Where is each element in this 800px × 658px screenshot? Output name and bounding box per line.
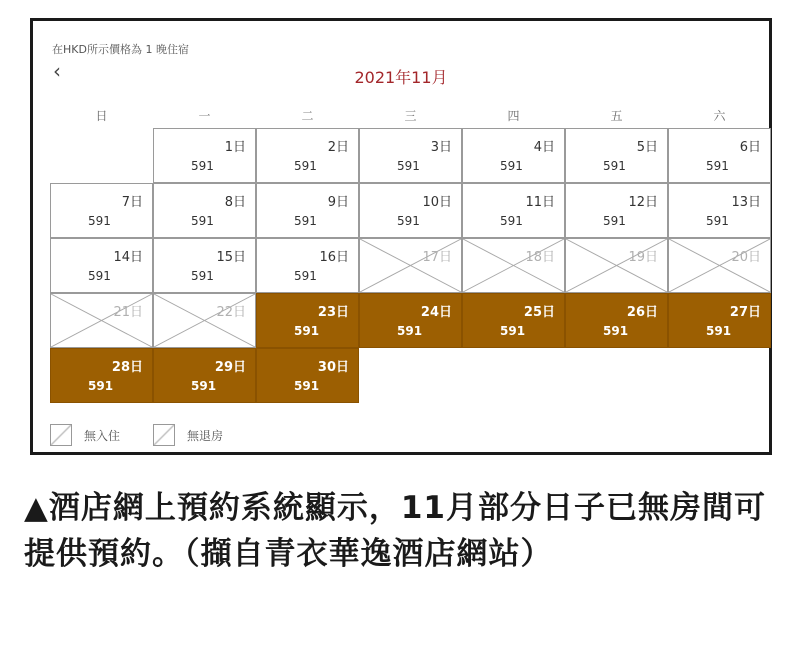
day-price: 591 — [706, 159, 729, 173]
weekday-label: 三 — [404, 109, 417, 123]
day-number: 19日 — [628, 250, 658, 265]
day-number: 16日 — [319, 250, 349, 265]
day-price: 591 — [500, 159, 523, 173]
day-number: 20日 — [731, 250, 761, 265]
day-price: 591 — [191, 159, 214, 173]
day-number: 8日 — [224, 195, 246, 210]
calendar-day-cell[interactable] — [668, 293, 771, 348]
calendar-day-cell[interactable] — [50, 183, 153, 238]
month-title: 2021年11月 — [354, 68, 448, 87]
day-price: 591 — [88, 269, 111, 283]
weekday-label: 五 — [610, 109, 623, 123]
weekday-label: 六 — [713, 109, 726, 123]
calendar-day-cell — [153, 293, 256, 348]
day-number: 30日 — [317, 360, 349, 375]
calendar-day-cell — [50, 293, 153, 348]
day-number: 9日 — [327, 195, 349, 210]
weekday-label: 四 — [507, 109, 520, 123]
day-price: 591 — [88, 214, 111, 228]
day-number: 7日 — [121, 195, 143, 210]
calendar-day-cell[interactable] — [256, 238, 359, 293]
day-number: 2日 — [327, 140, 349, 155]
day-price: 591 — [603, 324, 629, 338]
day-number: 10日 — [422, 195, 452, 210]
day-price: 591 — [706, 324, 732, 338]
calendar-day-cell — [565, 238, 668, 293]
calendar-day-cell[interactable] — [256, 293, 359, 348]
day-price: 591 — [500, 324, 526, 338]
day-number: 23日 — [317, 305, 349, 320]
day-number: 29日 — [214, 360, 246, 375]
day-price: 591 — [706, 214, 729, 228]
day-number: 6日 — [739, 140, 761, 155]
calendar-day-cell[interactable] — [50, 238, 153, 293]
chevron-left-icon[interactable]: ‹ — [53, 59, 61, 83]
calendar-day-cell[interactable] — [153, 238, 256, 293]
day-price: 591 — [603, 214, 626, 228]
calendar-day-cell[interactable] — [668, 183, 771, 238]
day-number: 4日 — [533, 140, 555, 155]
calendar-day-cell[interactable] — [153, 128, 256, 183]
calendar-day-cell[interactable] — [668, 128, 771, 183]
calendar-day-cell[interactable] — [565, 293, 668, 348]
day-number: 28日 — [111, 360, 143, 375]
day-number: 14日 — [113, 250, 143, 265]
day-number: 17日 — [422, 250, 452, 265]
day-number: 15日 — [216, 250, 246, 265]
legend-swatch-icon — [153, 424, 175, 446]
day-price: 591 — [294, 214, 317, 228]
price-note: 在HKD所示價格為 1 晚住宿 — [52, 43, 189, 56]
day-price: 591 — [397, 214, 420, 228]
weekday-label: 日 — [95, 109, 108, 123]
day-number: 11日 — [525, 195, 555, 210]
calendar-day-cell[interactable] — [359, 183, 462, 238]
day-price: 591 — [191, 214, 214, 228]
legend-swatch-icon — [50, 424, 72, 446]
day-price: 591 — [294, 269, 317, 283]
calendar-day-cell — [359, 238, 462, 293]
calendar-day-cell — [668, 238, 771, 293]
calendar-day-cell[interactable] — [359, 293, 462, 348]
calendar-day-cell[interactable] — [462, 128, 565, 183]
day-number: 21日 — [113, 305, 143, 320]
day-number: 27日 — [729, 305, 761, 320]
day-number: 25日 — [523, 305, 555, 320]
calendar-day-cell[interactable] — [153, 348, 256, 403]
day-price: 591 — [191, 379, 217, 393]
day-price: 591 — [88, 379, 114, 393]
day-number: 3日 — [430, 140, 452, 155]
calendar-day-cell[interactable] — [462, 183, 565, 238]
calendar-grid — [50, 128, 771, 403]
day-price: 591 — [603, 159, 626, 173]
day-price: 591 — [294, 159, 317, 173]
day-number: 26日 — [626, 305, 658, 320]
weekday-label: 一 — [198, 109, 211, 123]
day-number: 13日 — [731, 195, 761, 210]
day-number: 18日 — [525, 250, 555, 265]
day-price: 591 — [294, 324, 320, 338]
day-number: 12日 — [628, 195, 658, 210]
booking-calendar-panel — [30, 18, 772, 455]
weekday-header — [50, 107, 771, 127]
calendar-day-cell[interactable] — [462, 293, 565, 348]
day-price: 591 — [294, 379, 320, 393]
weekday-label: 二 — [301, 109, 314, 123]
day-price: 591 — [397, 324, 423, 338]
photo-caption: ▲酒店網上預約系統顯示，11月部分日子已無房間可提供預約。（擷自青衣華逸酒店網站） — [24, 490, 766, 572]
day-price: 591 — [191, 269, 214, 283]
calendar-day-cell[interactable] — [565, 183, 668, 238]
day-price: 591 — [500, 214, 523, 228]
calendar-day-cell — [462, 238, 565, 293]
day-price: 591 — [397, 159, 420, 173]
legend-label: 無退房 — [187, 429, 224, 443]
day-number: 22日 — [216, 305, 246, 320]
calendar-day-cell[interactable] — [256, 183, 359, 238]
calendar-day-cell[interactable] — [256, 348, 359, 403]
legend-label: 無入住 — [84, 429, 121, 443]
calendar-day-cell[interactable] — [153, 183, 256, 238]
day-number: 5日 — [636, 140, 658, 155]
day-number: 24日 — [420, 305, 452, 320]
day-number: 1日 — [224, 140, 246, 155]
calendar-day-cell[interactable] — [565, 128, 668, 183]
calendar-day-cell[interactable] — [50, 348, 153, 403]
calendar-day-cell[interactable] — [256, 128, 359, 183]
calendar-day-cell[interactable] — [359, 128, 462, 183]
